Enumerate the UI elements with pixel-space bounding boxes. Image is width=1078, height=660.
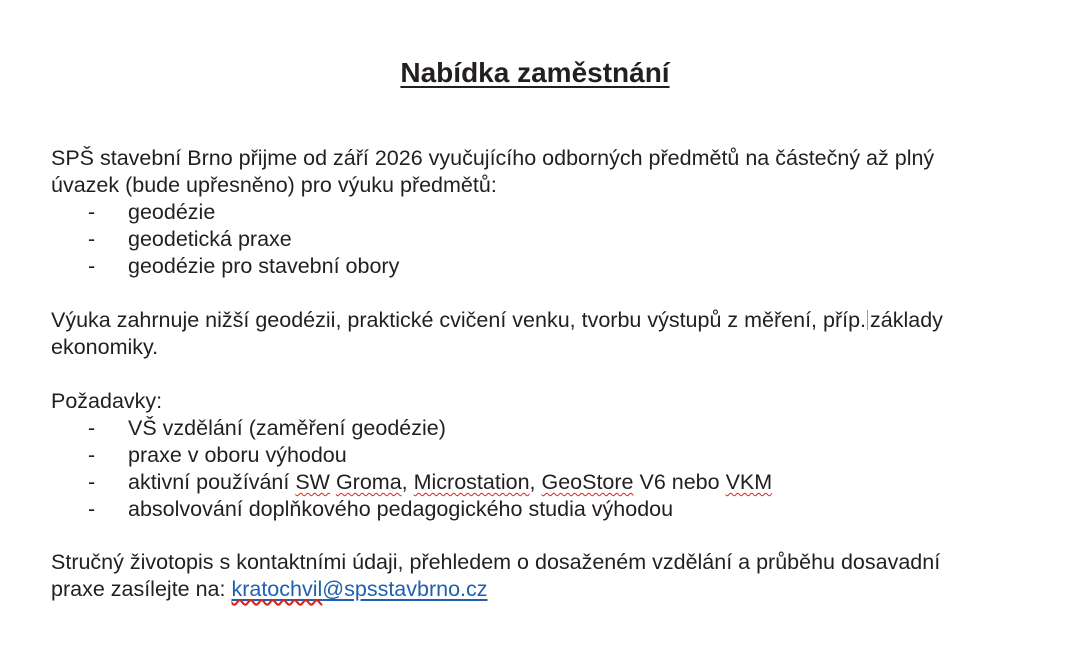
requirement-pedagogy: absolvování doplňkového pedagogického studia výhodou bbox=[128, 497, 674, 521]
teaching-paragraph bbox=[51, 307, 1041, 361]
list-item bbox=[51, 496, 1041, 523]
software-comma-2: , bbox=[529, 470, 542, 494]
list-dash: - bbox=[88, 443, 96, 467]
contact-line-1: Stručný životopis s kontaktními údaji, přehledem o dosaženém vzdělání a průběhu dosavadní bbox=[51, 550, 941, 574]
email-link[interactable] bbox=[231, 577, 487, 601]
misspelled-vkm[interactable]: VKM bbox=[725, 470, 773, 494]
contact-paragraph bbox=[51, 549, 1041, 603]
text-cursor bbox=[867, 310, 868, 330]
requirements-heading: Požadavky: bbox=[51, 389, 163, 413]
list-dash: - bbox=[88, 497, 96, 521]
subject-geodeticka-praxe: geodetická praxe bbox=[128, 227, 292, 251]
misspelled-microstation[interactable]: Microstation bbox=[413, 470, 530, 494]
list-item bbox=[51, 226, 1041, 253]
subject-geodezie-stavebni: geodézie pro stavební obory bbox=[128, 254, 400, 278]
list-dash: - bbox=[88, 416, 96, 440]
intro-paragraph bbox=[51, 145, 1041, 280]
subjects-list bbox=[51, 199, 1041, 280]
subject-geodezie: geodézie bbox=[128, 200, 216, 224]
teaching-line-1-text: Výuka zahrnuje nižší geodézii, praktické cvičení venku, tvorbu výstupů z měření, příp. bbox=[51, 308, 867, 332]
misspelled-sw[interactable]: SW bbox=[295, 470, 330, 494]
document-title bbox=[0, 56, 1070, 90]
software-prefix: aktivní používání bbox=[128, 470, 296, 494]
list-item bbox=[51, 442, 1041, 469]
teaching-line-1-end: základy bbox=[870, 308, 943, 332]
contact-line-2 bbox=[51, 576, 1041, 603]
misspelled-groma[interactable]: Groma bbox=[335, 470, 402, 494]
list-dash: - bbox=[88, 227, 96, 251]
list-item bbox=[51, 415, 1041, 442]
list-item bbox=[51, 469, 1041, 496]
list-dash: - bbox=[88, 200, 96, 224]
document-title-text: Nabídka zaměstnání bbox=[400, 57, 670, 88]
requirements-list bbox=[51, 415, 1041, 523]
intro-line-2: úvazek (bude upřesněno) pro výuku předmětů: bbox=[51, 173, 497, 197]
requirement-education: VŠ vzdělání (zaměření geodézie) bbox=[128, 416, 446, 440]
email-domain: @spsstavbrno.cz bbox=[322, 577, 488, 601]
contact-prefix: praxe zasílejte na: bbox=[51, 577, 232, 601]
list-dash: - bbox=[88, 470, 96, 494]
list-dash: - bbox=[88, 254, 96, 278]
software-comma-1: , bbox=[401, 470, 414, 494]
list-item bbox=[51, 253, 1041, 280]
teaching-line-2: ekonomiky. bbox=[51, 335, 159, 359]
requirement-software bbox=[128, 470, 772, 494]
requirement-practice: praxe v oboru výhodou bbox=[128, 443, 347, 467]
teaching-line-1[interactable] bbox=[51, 307, 1041, 334]
list-item bbox=[51, 199, 1041, 226]
requirements-section bbox=[51, 388, 1041, 523]
email-name: kratochvil bbox=[231, 577, 323, 601]
software-middle: V6 nebo bbox=[633, 470, 726, 494]
intro-line-1: SPŠ stavební Brno přijme od září 2026 vyučujícího odborných předmětů na částečný až plný bbox=[51, 146, 935, 170]
misspelled-geostore[interactable]: GeoStore bbox=[541, 470, 634, 494]
